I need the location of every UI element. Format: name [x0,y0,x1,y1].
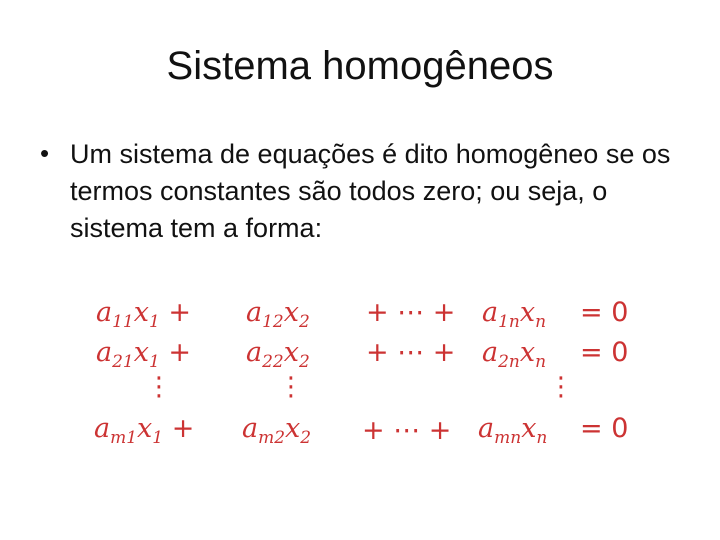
term-rhs-zero: = 0 [580,297,629,328]
vertical-ellipsis: ⋮ [548,372,574,402]
bullet-marker: • [40,138,50,168]
vertical-ellipsis: ⋮ [278,372,304,402]
term-ellipsis: + ⋯ + [366,337,456,368]
term-am1x1: $a_{m1}x_1$ + [94,413,195,448]
term-ellipsis: + ⋯ + [366,297,456,328]
term-a22x2: $a_{22}x_2$ [246,337,310,372]
term-ellipsis: + ⋯ + [362,415,452,446]
term-rhs-zero: = 0 [580,337,629,368]
vertical-ellipsis: ⋮ [146,372,172,402]
term-am2x2: $a_{m2}x_2$ [242,413,312,448]
term-rhs-zero: = 0 [580,413,629,444]
term-a11x1: $a_{11}x_1$ + [96,297,192,332]
term-amnxn: $a_{mn}x_n$ [478,413,548,448]
term-a2nxn: $a_{2n}x_n$ [482,337,547,372]
term-a21x1: $a_{21}x_1$ + [96,337,192,372]
term-a12x2: $a_{12}x_2$ [246,297,310,332]
slide-title: Sistema homogêneos [166,44,554,88]
term-a1nxn: $a_{1n}x_n$ [482,297,547,332]
bullet-text: Um sistema de equações é dito homogêneo se os termos constantes são todos zero; ou seja, o sistema tem a forma: [70,139,671,243]
